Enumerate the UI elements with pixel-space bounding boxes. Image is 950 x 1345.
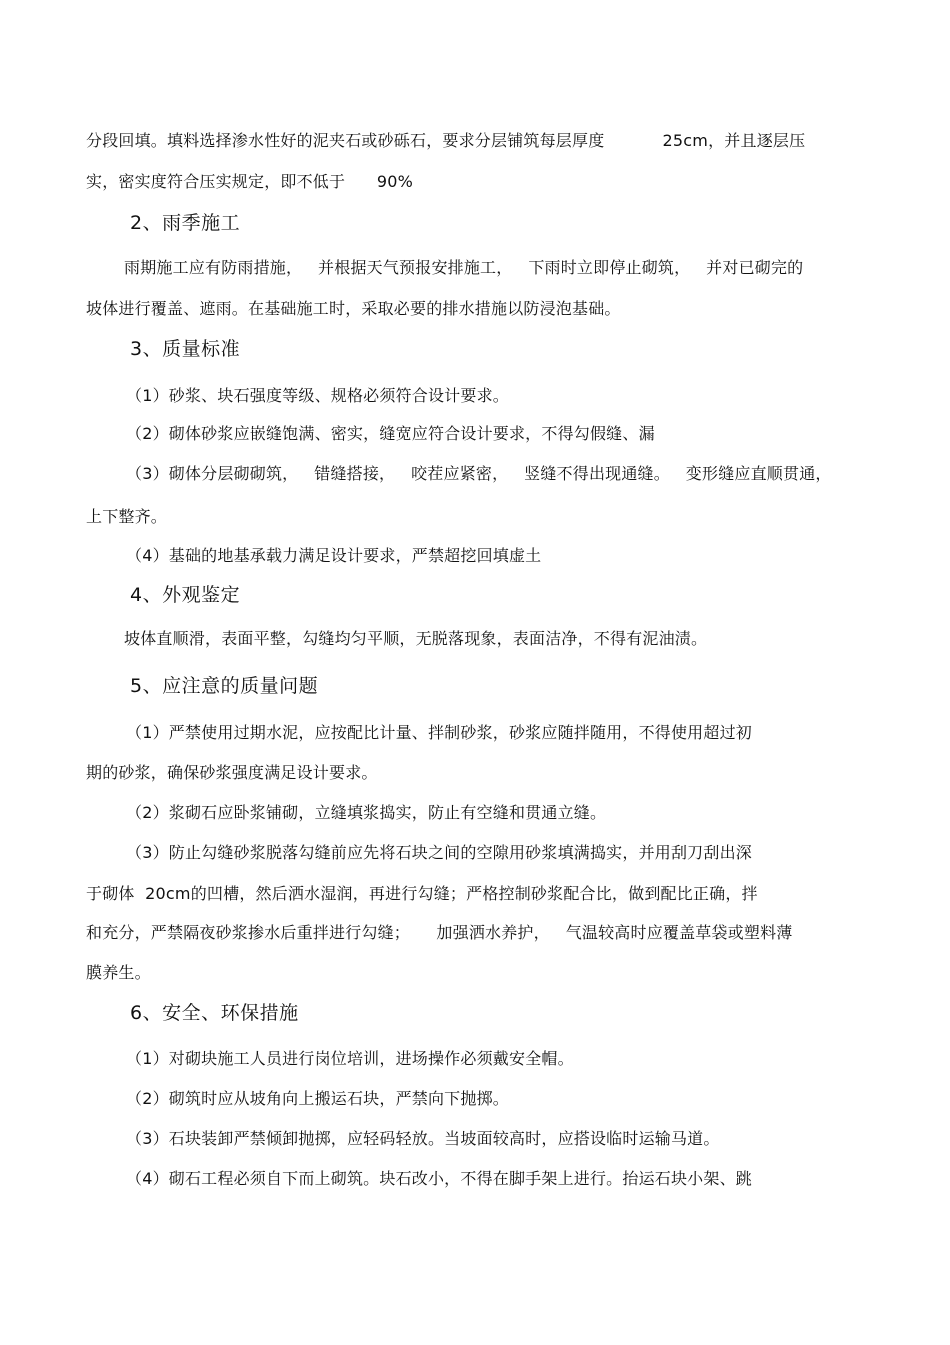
quality-issues-item-1: （1）严禁使用过期水泥，应按配比计量、拌制砂浆，砂浆应随拌随用，不得使用超过初	[126, 723, 752, 742]
quality-issues-item-3-cont-3: 膜养生。	[86, 963, 151, 982]
quality-standard-item-3-cont: 上下整齐。	[86, 507, 168, 526]
quality-issues-item-1-cont: 期的砂浆，确保砂浆强度满足设计要求。	[86, 763, 378, 782]
intro-line-2: 实，密实度符合压实规定，即不低于 90%	[86, 172, 414, 191]
quality-standard-item-4: （4）基础的地基承载力满足设计要求，严禁超挖回填虚土	[126, 546, 542, 565]
safety-item-1: （1）对砌块施工人员进行岗位培训，进场操作必须戴安全帽。	[126, 1049, 574, 1068]
quality-issues-item-2: （2）浆砌石应卧浆铺砌，立缝填浆捣实，防止有空缝和贯通立缝。	[126, 803, 607, 822]
rainy-season-line-2: 坡体进行覆盖、遮雨。在基础施工时，采取必要的排水措施以防浸泡基础。	[86, 299, 621, 318]
safety-item-3: （3）石块装卸严禁倾卸抛掷，应轻码轻放。当坡面较高时，应搭设临时运输马道。	[126, 1129, 720, 1148]
intro-line-1: 分段回填。填料选择渗水性好的泥夹石或砂砾石，要求分层铺筑每层厚度 25cm，并且逐层压	[86, 131, 806, 150]
section-heading-rainy-season: 2、雨季施工	[130, 212, 241, 234]
quality-standard-item-3: （3）砌体分层砌砌筑， 错缝搭接， 咬茬应紧密， 竖缝不得出现通缝。 变形缝应直顺贯通，	[126, 464, 832, 483]
quality-issues-item-3-cont-2: 和充分，严禁隔夜砂浆掺水后重拌进行勾缝； 加强洒水养护， 气温较高时应覆盖草袋或塑料薄	[86, 923, 793, 942]
quality-standard-item-2: （2）砌体砂浆应嵌缝饱满、密实，缝宽应符合设计要求，不得勾假缝、漏	[126, 424, 655, 443]
quality-standard-item-1: （1）砂浆、块石强度等级、规格必须符合设计要求。	[126, 386, 509, 405]
section-heading-quality-standard: 3、质量标准	[130, 338, 241, 360]
section-heading-appearance: 4、外观鉴定	[130, 584, 241, 606]
section-heading-safety: 6、安全、环保措施	[130, 1002, 299, 1024]
safety-item-4: （4）砌石工程必须自下而上砌筑。块石改小，不得在脚手架上进行。抬运石块小架、跳	[126, 1169, 752, 1188]
section-heading-quality-issues: 5、应注意的质量问题	[130, 675, 319, 697]
appearance-line-1: 坡体直顺滑，表面平整，勾缝均匀平顺，无脱落现象，表面洁净，不得有泥油渍。	[124, 629, 708, 648]
safety-item-2: （2）砌筑时应从坡角向上搬运石块，严禁向下抛掷。	[126, 1089, 509, 1108]
quality-issues-item-3-cont-1: 于砌体 20cm的凹槽，然后洒水湿润，再进行勾缝；严格控制砂浆配合比，做到配比正确，拌	[86, 884, 758, 903]
rainy-season-line-1: 雨期施工应有防雨措施， 并根据天气预报安排施工， 下雨时立即停止砌筑， 并对已砌完的	[124, 258, 804, 277]
quality-issues-item-3: （3）防止勾缝砂浆脱落勾缝前应先将石块之间的空隙用砂浆填满捣实，并用刮刀刮出深	[126, 843, 752, 862]
